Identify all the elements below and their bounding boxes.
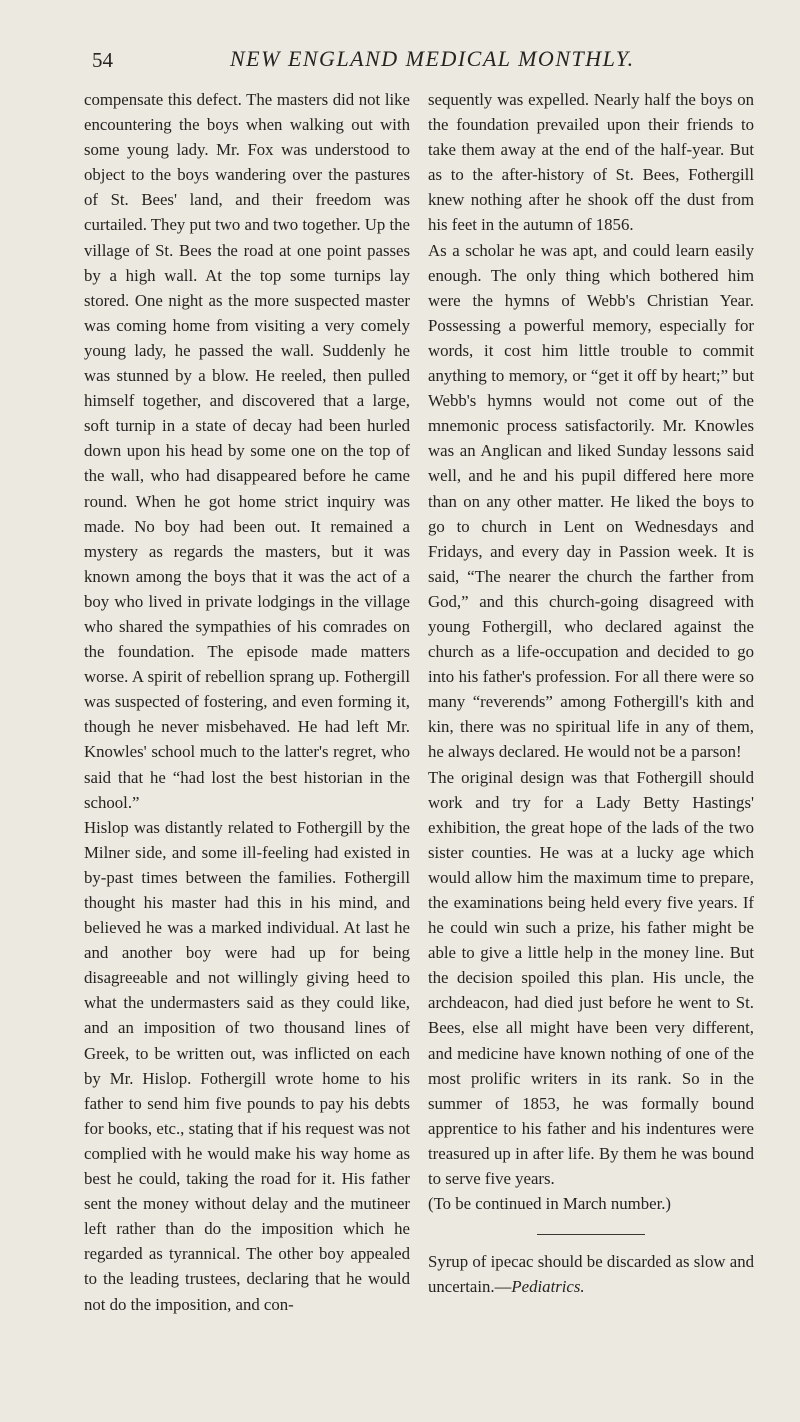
page-number: 54 bbox=[92, 48, 113, 72]
paragraph: As a scholar he was apt, and could learn easily enough. The only thing which bothered him were the hymns of Webb's Christian Year. Possessing a powerful memory, especially for words, it cost him little trouble to commit anything to memory, or “get it off by heart;” but Webb's hymns would not come out of the mnemonic process satisfactorily. Mr. Knowles was an Anglican and liked Sunday lessons said well, and he and his pupil differed here more than on any other matter. He liked the boys to go to church in Lent on Wednesdays and Fridays, and every day in Passion week. It is said, “The nearer the church the farther from God,” and this church-going disagreed with young Fothergill, who declared against the church as a life-occupation and decided to go into his father's profession. For all there were so many “reverends” among Fothergill's kith and kin, there was no spiritual life in any of them, he always declared. He would not be a parson! bbox=[428, 240, 754, 762]
page-header bbox=[92, 48, 760, 78]
paragraph: Hislop was distantly related to Fothergill by the Milner side, and some ill-feeling had existed in by-past times between the families. Fothergill thought his master had this in his mind, and believed he was a marked individual. At last he and another boy were had up for being disagreeable and not willingly giving heed to what the undermasters said as they could like, and an imposition of two thousand lines of Greek, to be written out, was inflicted on each by Mr. Hislop. Fothergill wrote home to his father to send him five pounds to pay his debts for books, etc., stating that if his request was not complied with he would make his way home as best he could, taking the road for it. His father sent the money without delay and the mutineer left rather than do the imposition which he regarded as tyrannical. The other boy appealed to the leading trustees, declaring that he would not do the imposition, and con- bbox=[84, 817, 410, 1314]
right-column bbox=[428, 87, 754, 1299]
filler-note bbox=[428, 1249, 754, 1299]
paragraph: sequently was expelled. Nearly half the boys on the foundation prevailed upon their friends to take them away at the end of the half-year. But as to the after-history of St. Bees, Fothergill knew nothing after he shook off the dust from his feet in the autumn of 1856. bbox=[428, 90, 754, 235]
section-divider bbox=[537, 1234, 645, 1235]
filler-note-source: Pediatrics. bbox=[511, 1277, 585, 1297]
paragraph: The original design was that Fothergill should work and try for a Lady Betty Hastings' exhibition, the great hope of the lads of the two sister counties. He was at a lucky age which would allow him the maximum time to prepare, the examinations being held every five years. If he could win such a prize, his father might be able to give a little help in the money line. But the decision spoiled this plan. His uncle, the archdeacon, had died just before he went to St. Bees, else all might have been very different, and medicine have known nothing of one of the most prolific writers in its rank. So in the summer of 1853, he was formally bound apprentice to his father and his indentures were treasured up in after life. By them he was bound to serve five years. bbox=[428, 767, 754, 1189]
paragraph: compensate this defect. The masters did not like encountering the boys when walking out with some young lady. Mr. Fox was understood to object to the boys wandering over the pastures of St. Bees' land, and their freedom was curtailed. They put two and two together. Up the village of St. Bees the road at one point passes by a high wall. At the top some turnips lay stored. One night as the more suspected master was coming home from visiting a very comely young lady, he passed the wall. Suddenly he was stunned by a blow. He reeled, then pulled himself together, and discovered that a large, soft turnip in a state of decay had been hurled down upon his head by some one on the top of the wall, who had disappeared before he came round. When he got home strict inquiry was made. No boy had been out. It remained a mystery as regards the masters, but it was known among the boys that it was the act of a boy who lived in private lodgings in the village who shared the sympathies of his comrades on the foundation. The episode made matters worse. A spirit of rebellion sprang up. Fothergill was suspected of fostering, and even forming it, though he never misbehaved. He had left Mr. Knowles' school much to the latter's regret, who said that he “had lost the best historian in the school.” bbox=[84, 90, 410, 812]
continuation-note: (To be continued in March number.) bbox=[428, 1194, 672, 1214]
left-column bbox=[84, 87, 410, 1317]
filler-note-text: Syrup of ipecac should be discarded as slow and uncertain.— bbox=[428, 1252, 754, 1297]
running-title: NEW ENGLAND MEDICAL MONTHLY. bbox=[230, 46, 635, 71]
text-columns bbox=[84, 87, 774, 1407]
